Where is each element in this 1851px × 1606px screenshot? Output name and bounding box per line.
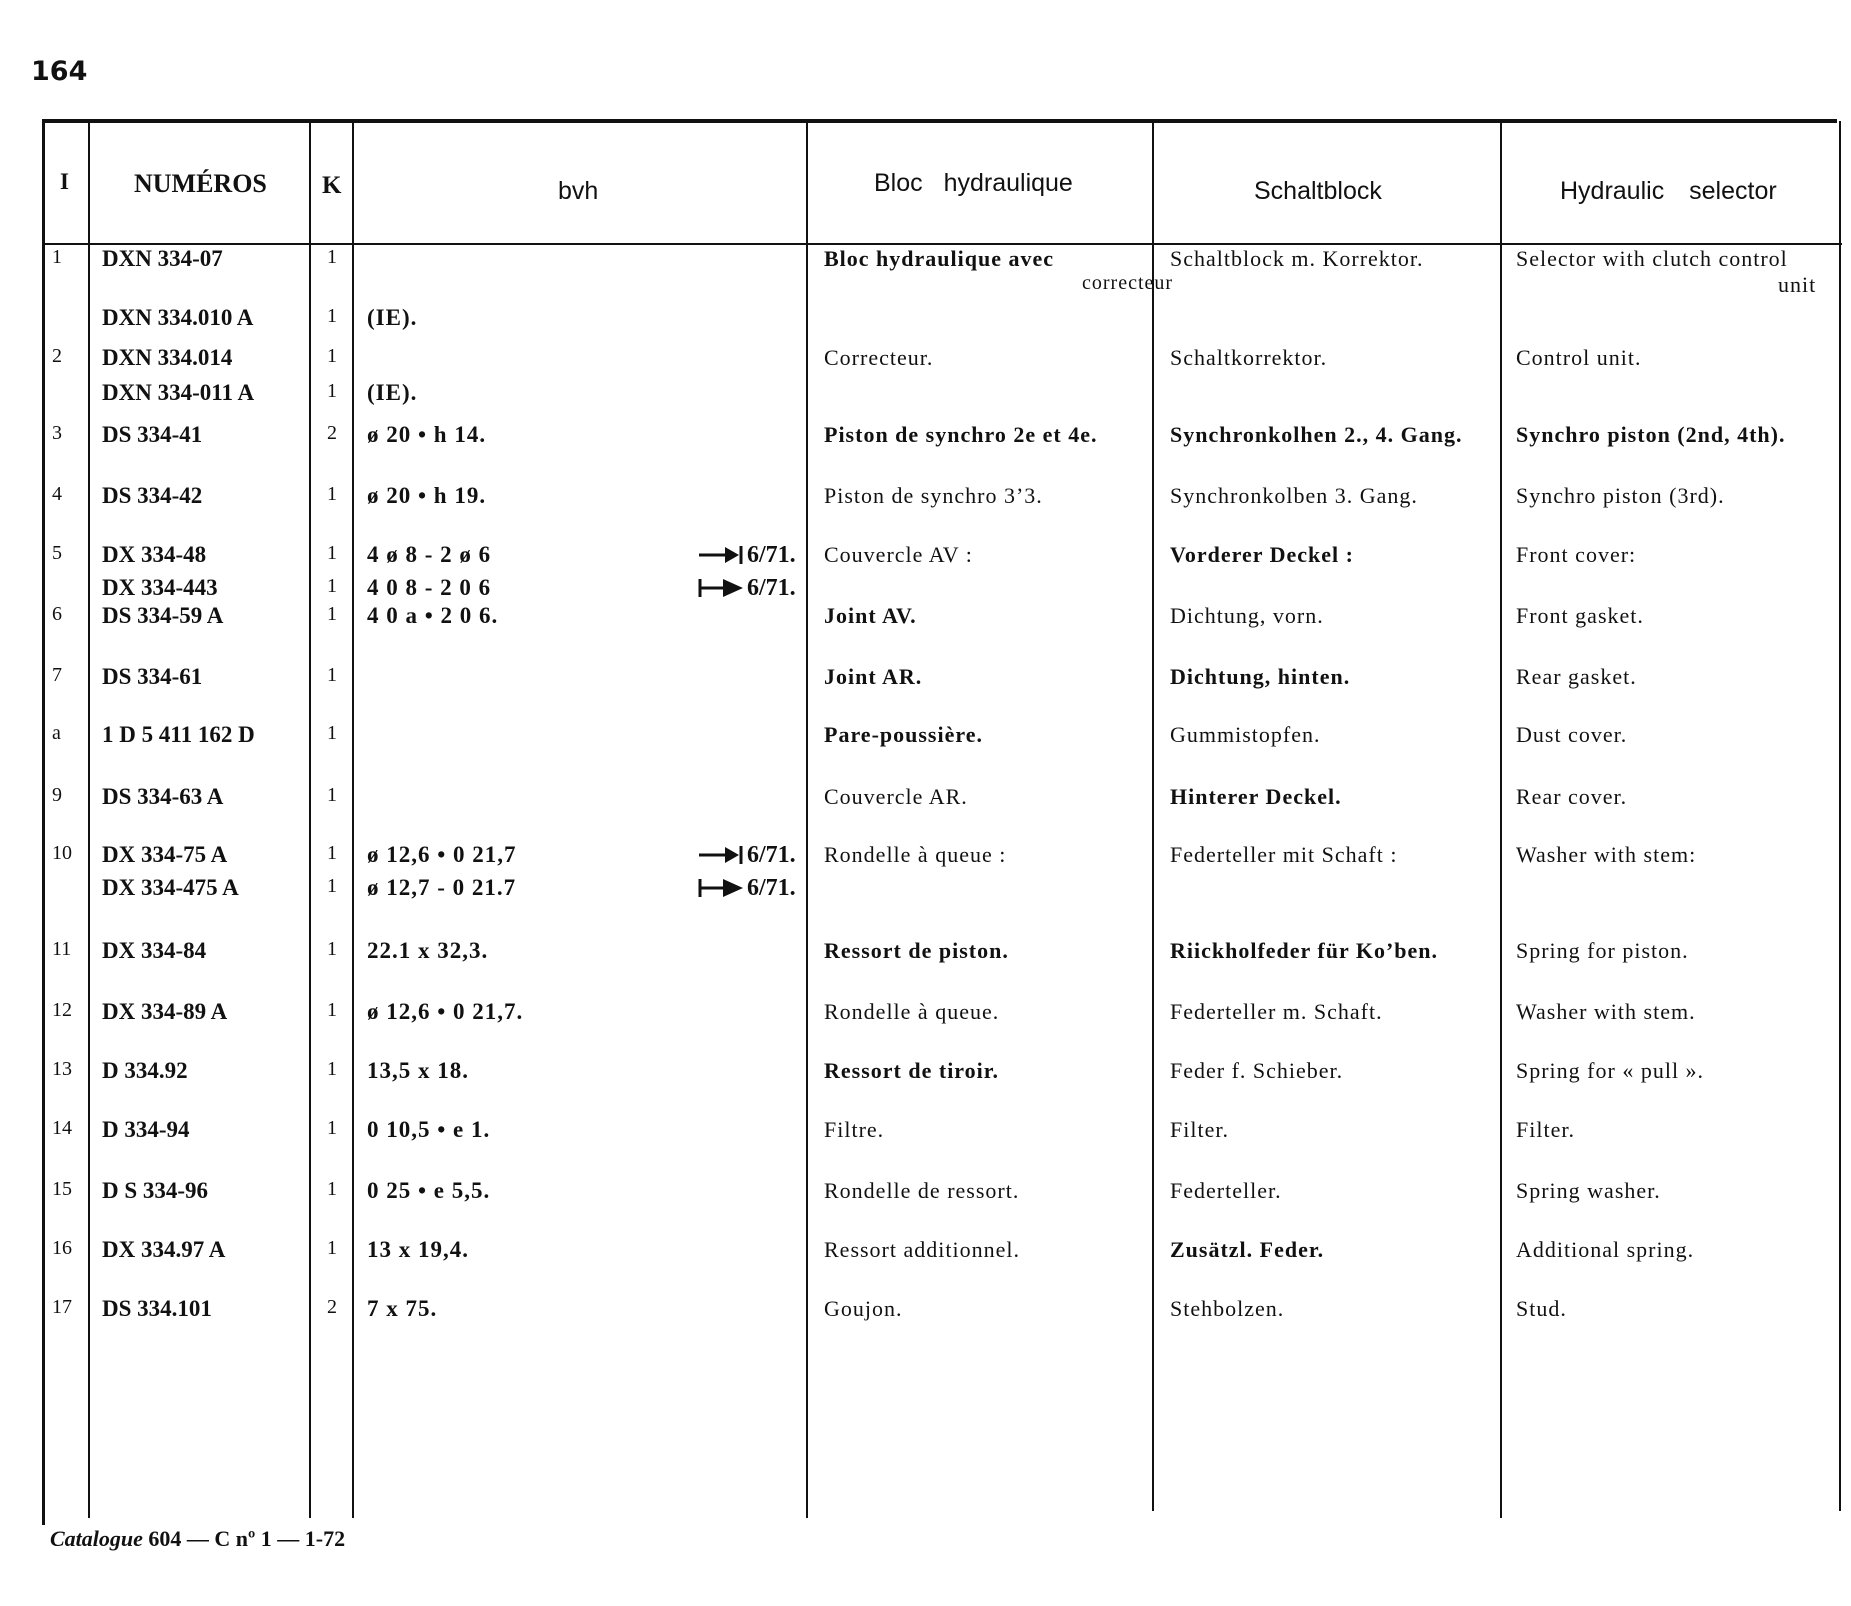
row-french-description: Rondelle de ressort. — [824, 1178, 1020, 1203]
row-quantity: 1 — [327, 875, 337, 897]
row-english-description: Rear cover. — [1516, 784, 1628, 809]
column-divider — [1839, 121, 1841, 1511]
column-divider — [88, 121, 90, 1518]
row-index: 13 — [52, 1058, 72, 1080]
row-index: 1 — [52, 246, 62, 268]
row-part-number: 1 D 5 411 162 D — [102, 722, 255, 747]
column-divider — [1500, 121, 1502, 1518]
row-part-number: DS 334-61 — [102, 664, 203, 689]
row-french-description: Couvercle AR. — [824, 784, 968, 809]
row-part-number: DXN 334-07 — [102, 246, 223, 271]
row-german-description: Feder f. Schieber. — [1170, 1058, 1344, 1083]
row-index: 10 — [52, 842, 72, 864]
row-index: a — [52, 722, 61, 744]
header-index: I — [60, 169, 69, 194]
row-english-description: Dust cover. — [1516, 722, 1628, 747]
row-validity-date: 6/71. — [747, 875, 796, 901]
row-dimensions: ø 12,6 • 0 21,7. — [367, 999, 524, 1024]
row-quantity: 2 — [327, 422, 337, 444]
row-quantity: 1 — [327, 722, 337, 744]
row-quantity: 1 — [327, 575, 337, 597]
arrow-until-icon — [697, 843, 745, 867]
column-divider — [806, 121, 808, 1518]
row-index: 14 — [52, 1117, 72, 1139]
row-index: 5 — [52, 542, 62, 564]
row-dimensions: 22.1 x 32,3. — [367, 938, 489, 963]
row-german-description: Federteller mit Schaft : — [1170, 842, 1398, 867]
row-french-description: Bloc hydraulique avec — [824, 246, 1055, 271]
header-english: Hydraulic selector — [1560, 177, 1777, 205]
row-validity-date: 6/71. — [747, 842, 796, 868]
row-quantity: 2 — [327, 1296, 337, 1318]
row-english-description-continued: unit — [1778, 272, 1817, 297]
row-dimensions: 13,5 x 18. — [367, 1058, 469, 1083]
row-part-number: DS 334-41 — [102, 422, 203, 447]
row-index: 6 — [52, 603, 62, 625]
row-german-description: Vorderer Deckel : — [1170, 542, 1354, 567]
row-german-description: Riickholfeder für Ko’ben. — [1170, 938, 1439, 963]
row-german-description: Dichtung, vorn. — [1170, 603, 1324, 628]
row-index: 12 — [52, 999, 72, 1021]
column-divider — [1152, 121, 1154, 1511]
row-part-number: DX 334-89 A — [102, 999, 228, 1024]
row-dimensions: (IE). — [367, 380, 418, 405]
row-part-number: DX 334-443 — [102, 575, 218, 600]
row-german-description: Filter. — [1170, 1117, 1229, 1142]
arrow-until-icon — [697, 543, 745, 567]
row-english-description: Selector with clutch control — [1516, 246, 1788, 271]
row-validity-date: 6/71. — [747, 542, 796, 568]
row-english-description: Control unit. — [1516, 345, 1642, 370]
row-english-description: Spring for « pull ». — [1516, 1058, 1705, 1083]
row-quantity: 1 — [327, 842, 337, 864]
header-dims: bvh — [558, 177, 599, 205]
row-english-description: Additional spring. — [1516, 1237, 1695, 1262]
row-french-description: Joint AR. — [824, 664, 923, 689]
row-dimensions: 0 25 • e 5,5. — [367, 1178, 491, 1203]
row-french-description: Ressort de piston. — [824, 938, 1009, 963]
row-quantity: 1 — [327, 542, 337, 564]
row-quantity: 1 — [327, 305, 337, 327]
row-english-description: Front gasket. — [1516, 603, 1644, 628]
row-german-description: Gummistopfen. — [1170, 722, 1321, 747]
row-part-number: DS 334.101 — [102, 1296, 212, 1321]
row-dimensions: ø 12,7 - 0 21.7 — [367, 875, 517, 900]
row-quantity: 1 — [327, 246, 337, 268]
column-divider — [309, 121, 311, 1518]
row-french-description: Rondelle à queue : — [824, 842, 1007, 867]
row-dimensions: 0 10,5 • e 1. — [367, 1117, 491, 1142]
row-index: 11 — [52, 938, 72, 960]
row-index: 4 — [52, 483, 62, 505]
row-index: 16 — [52, 1237, 72, 1259]
row-german-description: Stehbolzen. — [1170, 1296, 1285, 1321]
row-english-description: Synchro piston (3rd). — [1516, 483, 1725, 508]
column-divider — [352, 121, 354, 1518]
row-english-description: Washer with stem: — [1516, 842, 1697, 867]
row-english-description: Washer with stem. — [1516, 999, 1696, 1024]
row-part-number: DX 334-75 A — [102, 842, 228, 867]
row-dimensions: 4 ø 8 - 2 ø 6 — [367, 542, 492, 567]
header-french: Bloc hydraulique — [874, 169, 1073, 197]
row-french-description: Piston de synchro 2e et 4e. — [824, 422, 1098, 447]
row-part-number: DX 334-475 A — [102, 875, 239, 900]
row-french-description: Ressort de tiroir. — [824, 1058, 1000, 1083]
row-german-description: Synchronkolhen 2., 4. Gang. — [1170, 422, 1463, 447]
row-part-number: D 334-94 — [102, 1117, 190, 1142]
row-quantity: 1 — [327, 380, 337, 402]
row-german-description: Dichtung, hinten. — [1170, 664, 1351, 689]
footer-reference: 604 — C nº 1 — 1-72 — [148, 1526, 346, 1551]
row-french-description: Goujon. — [824, 1296, 903, 1321]
row-validity-date: 6/71. — [747, 575, 796, 601]
row-part-number: DXN 334-011 A — [102, 380, 255, 405]
row-dimensions: ø 20 • h 14. — [367, 422, 487, 447]
row-index: 7 — [52, 664, 62, 686]
row-quantity: 1 — [327, 784, 337, 806]
row-quantity: 1 — [327, 938, 337, 960]
row-french-description: Couvercle AV : — [824, 542, 973, 567]
row-index: 17 — [52, 1296, 72, 1318]
header-qty: K — [322, 172, 342, 199]
row-french-description: Piston de synchro 3’3. — [824, 483, 1043, 508]
row-part-number: DXN 334.014 — [102, 345, 233, 370]
header-bottom-rule — [42, 243, 1842, 245]
row-part-number: D 334.92 — [102, 1058, 188, 1083]
row-french-description: Correcteur. — [824, 345, 934, 370]
row-part-number: DX 334-84 — [102, 938, 207, 963]
row-quantity: 1 — [327, 483, 337, 505]
row-french-description-continued: correcteur — [1082, 272, 1174, 294]
row-dimensions: (IE). — [367, 305, 418, 330]
catalog-footer — [50, 1526, 345, 1552]
row-french-description: Rondelle à queue. — [824, 999, 1000, 1024]
row-english-description: Spring for piston. — [1516, 938, 1689, 963]
row-index: 9 — [52, 784, 62, 806]
row-quantity: 1 — [327, 603, 337, 625]
row-german-description: Zusätzl. Feder. — [1170, 1237, 1325, 1262]
header-numbers: NUMÉROS — [134, 169, 267, 198]
row-part-number: DX 334-48 — [102, 542, 207, 567]
arrow-from-icon — [697, 876, 745, 900]
row-english-description: Spring washer. — [1516, 1178, 1661, 1203]
row-quantity: 1 — [327, 999, 337, 1021]
row-quantity: 1 — [327, 1058, 337, 1080]
row-english-description: Rear gasket. — [1516, 664, 1637, 689]
row-part-number: DS 334-59 A — [102, 603, 224, 628]
row-part-number: DS 334-63 A — [102, 784, 224, 809]
row-german-description: Synchronkolben 3. Gang. — [1170, 483, 1418, 508]
row-french-description: Ressort additionnel. — [824, 1237, 1020, 1262]
row-french-description: Filtre. — [824, 1117, 885, 1142]
row-dimensions: ø 20 • h 19. — [367, 483, 487, 508]
arrow-from-icon — [697, 576, 745, 600]
row-quantity: 1 — [327, 1117, 337, 1139]
row-quantity: 1 — [327, 1178, 337, 1200]
row-german-description: Federteller m. Schaft. — [1170, 999, 1383, 1024]
row-dimensions: 7 x 75. — [367, 1296, 438, 1321]
row-quantity: 1 — [327, 345, 337, 367]
footer-label: Catalogue — [50, 1526, 143, 1551]
row-english-description: Stud. — [1516, 1296, 1567, 1321]
page-number: 164 — [31, 56, 88, 87]
row-part-number: DX 334.97 A — [102, 1237, 226, 1262]
column-divider — [42, 121, 45, 1525]
row-dimensions: 4 0 a • 2 0 6. — [367, 603, 499, 628]
row-index: 15 — [52, 1178, 72, 1200]
table-top-rule — [42, 119, 1837, 123]
row-german-description: Schaltkorrektor. — [1170, 345, 1328, 370]
row-part-number: D S 334-96 — [102, 1178, 209, 1203]
row-quantity: 1 — [327, 1237, 337, 1259]
row-english-description: Filter. — [1516, 1117, 1575, 1142]
header-german: Schaltblock — [1254, 177, 1382, 205]
row-part-number: DXN 334.010 A — [102, 305, 254, 330]
row-german-description: Schaltblock m. Korrektor. — [1170, 246, 1424, 271]
row-english-description: Front cover: — [1516, 542, 1637, 567]
row-quantity: 1 — [327, 664, 337, 686]
row-german-description: Federteller. — [1170, 1178, 1282, 1203]
row-part-number: DS 334-42 — [102, 483, 203, 508]
row-french-description: Joint AV. — [824, 603, 917, 628]
row-french-description: Pare-poussière. — [824, 722, 983, 747]
row-english-description: Synchro piston (2nd, 4th). — [1516, 422, 1786, 447]
row-dimensions: 13 x 19,4. — [367, 1237, 469, 1262]
row-index: 3 — [52, 422, 62, 444]
row-dimensions: 4 0 8 - 2 0 6 — [367, 575, 492, 600]
row-index: 2 — [52, 345, 62, 367]
row-german-description: Hinterer Deckel. — [1170, 784, 1342, 809]
row-dimensions: ø 12,6 • 0 21,7 — [367, 842, 517, 867]
